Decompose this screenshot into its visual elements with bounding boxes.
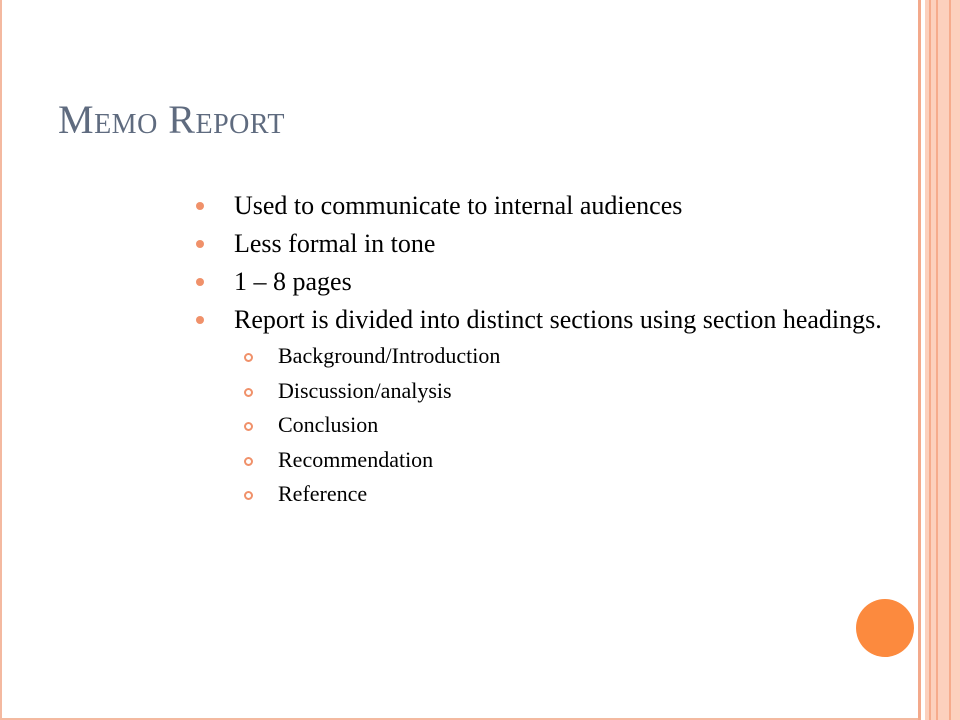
sub-bullet-item [192, 481, 892, 507]
decorative-orange-circle [856, 599, 914, 657]
bullet-dot-icon [196, 316, 204, 324]
bullet-dot-icon [196, 240, 204, 248]
sub-bullet-text: Discussion/analysis [278, 377, 452, 403]
decorative-stripe-thin [918, 0, 921, 720]
slide-frame-left-line [0, 0, 2, 720]
hollow-circle-bullet-icon [244, 491, 253, 500]
sub-bullet-item [192, 412, 892, 438]
bullet-item [192, 228, 892, 259]
hollow-circle-bullet-icon [244, 457, 253, 466]
bullet-item [192, 304, 892, 507]
bullet-text: 1 – 8 pages [234, 267, 352, 296]
sub-bullet-item [192, 447, 892, 473]
sub-bullet-text: Background/Introduction [278, 343, 501, 368]
bullet-item [192, 266, 892, 297]
sub-bullet-text: Conclusion [278, 412, 379, 437]
decorative-stripe-line [936, 0, 938, 720]
hollow-circle-bullet-icon [244, 388, 253, 397]
sub-bullet-text: Reference [278, 481, 368, 506]
slide-title: Memo Report [58, 97, 285, 142]
decorative-stripe-line [949, 0, 951, 720]
sub-bullet-item [192, 378, 892, 404]
decorative-stripe-line [929, 0, 931, 720]
hollow-circle-bullet-icon [244, 422, 253, 431]
bullet-text: Report is divided into distinct sections using section headings. [234, 305, 882, 334]
bullet-list [192, 190, 892, 516]
sub-bullet-list [192, 343, 892, 507]
bullet-text: Used to communicate to internal audiences [234, 191, 683, 220]
bullet-dot-icon [196, 202, 204, 210]
sub-bullet-item [192, 343, 892, 369]
sub-bullet-text: Recommendation [278, 446, 434, 472]
bullet-dot-icon [196, 278, 204, 286]
hollow-circle-bullet-icon [244, 353, 253, 362]
bullet-item [192, 190, 892, 221]
bullet-text: Less formal in tone [234, 229, 436, 258]
